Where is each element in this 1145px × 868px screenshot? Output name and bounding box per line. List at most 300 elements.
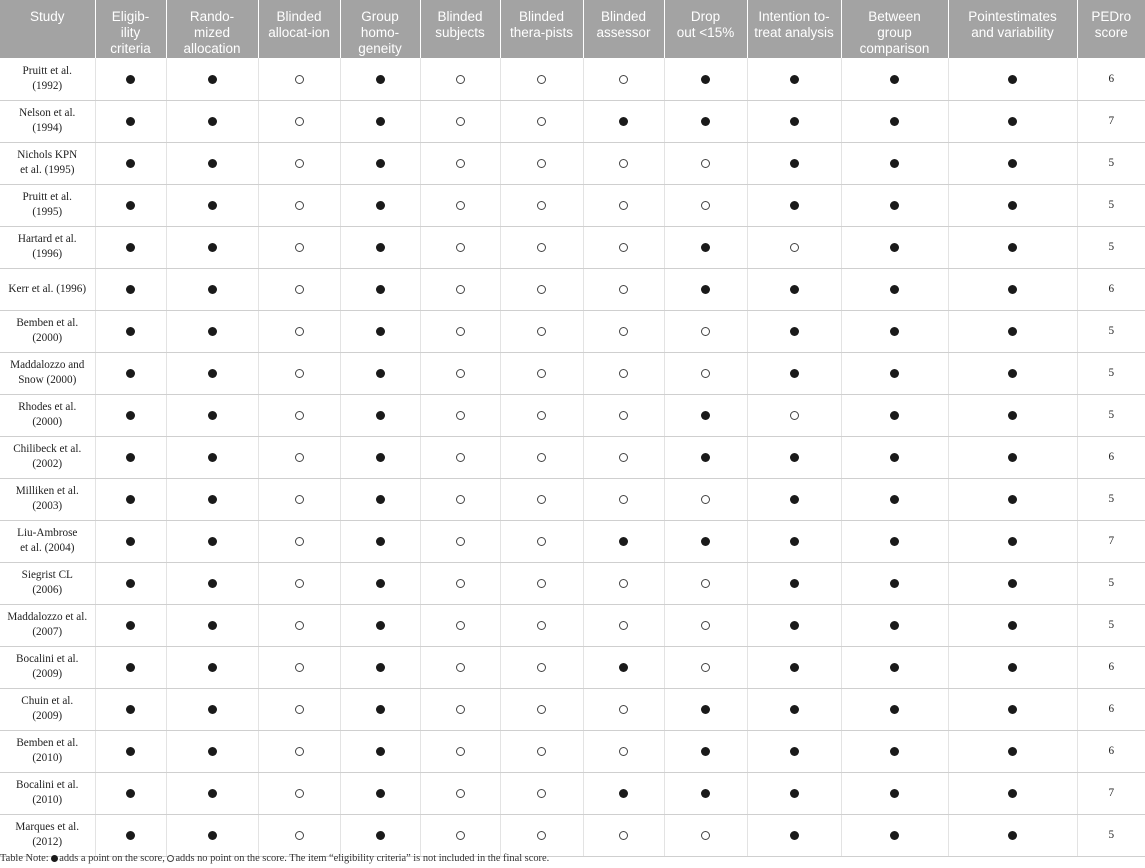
criterion-cell bbox=[95, 730, 166, 772]
criterion-cell bbox=[95, 646, 166, 688]
criterion-cell bbox=[420, 100, 500, 142]
empty-circle-icon bbox=[295, 285, 304, 294]
criterion-cell bbox=[95, 310, 166, 352]
criterion-cell bbox=[340, 58, 420, 100]
criterion-cell bbox=[258, 58, 340, 100]
filled-circle-icon bbox=[790, 285, 799, 294]
filled-circle-icon bbox=[126, 831, 135, 840]
study-cell: Nelson et al. (1994) bbox=[0, 100, 95, 142]
filled-circle-icon bbox=[890, 159, 899, 168]
criterion-cell bbox=[747, 478, 841, 520]
study-cell: Milliken et al. (2003) bbox=[0, 478, 95, 520]
filled-circle-icon bbox=[376, 705, 385, 714]
criterion-cell bbox=[500, 772, 583, 814]
filled-circle-icon bbox=[376, 537, 385, 546]
criterion-cell bbox=[166, 562, 258, 604]
study-cell: Bocalini et al. (2010) bbox=[0, 772, 95, 814]
criterion-cell bbox=[664, 100, 747, 142]
study-cell: Siegrist CL (2006) bbox=[0, 562, 95, 604]
criterion-cell bbox=[747, 184, 841, 226]
criterion-cell bbox=[747, 604, 841, 646]
empty-circle-icon bbox=[537, 789, 546, 798]
criterion-cell bbox=[841, 436, 948, 478]
criterion-cell bbox=[583, 268, 664, 310]
column-header: Between group comparison bbox=[841, 0, 948, 58]
study-cell: Maddalozzo et al. (2007) bbox=[0, 604, 95, 646]
filled-circle-icon bbox=[1008, 75, 1017, 84]
criterion-cell bbox=[340, 184, 420, 226]
empty-circle-icon bbox=[456, 537, 465, 546]
empty-circle-icon bbox=[537, 831, 546, 840]
empty-circle-icon bbox=[456, 705, 465, 714]
criterion-cell bbox=[258, 478, 340, 520]
criterion-cell bbox=[258, 436, 340, 478]
criterion-cell bbox=[500, 436, 583, 478]
criterion-cell bbox=[166, 226, 258, 268]
table-row bbox=[0, 814, 1145, 856]
criterion-cell bbox=[166, 688, 258, 730]
filled-circle-icon bbox=[1008, 621, 1017, 630]
filled-circle-icon bbox=[790, 705, 799, 714]
filled-circle-icon bbox=[1008, 831, 1017, 840]
criterion-cell bbox=[664, 310, 747, 352]
empty-circle-icon bbox=[537, 453, 546, 462]
filled-circle-icon bbox=[1008, 243, 1017, 252]
filled-circle-icon bbox=[890, 117, 899, 126]
filled-circle-icon bbox=[790, 789, 799, 798]
criterion-cell bbox=[664, 688, 747, 730]
filled-circle-icon bbox=[790, 663, 799, 672]
criterion-cell bbox=[500, 100, 583, 142]
empty-circle-icon bbox=[456, 201, 465, 210]
criterion-cell bbox=[258, 646, 340, 688]
criterion-cell bbox=[420, 184, 500, 226]
column-header: Study bbox=[0, 0, 95, 58]
criterion-cell bbox=[420, 478, 500, 520]
filled-circle-icon bbox=[890, 747, 899, 756]
study-cell: Nichols KPN et al. (1995) bbox=[0, 142, 95, 184]
filled-circle-icon bbox=[126, 579, 135, 588]
filled-circle-icon bbox=[790, 831, 799, 840]
criterion-cell bbox=[166, 814, 258, 856]
filled-circle-icon bbox=[890, 327, 899, 336]
filled-circle-icon bbox=[1008, 537, 1017, 546]
filled-circle-icon bbox=[890, 369, 899, 378]
criterion-cell bbox=[747, 772, 841, 814]
criterion-cell bbox=[841, 58, 948, 100]
filled-circle-icon bbox=[126, 243, 135, 252]
empty-circle-icon bbox=[456, 285, 465, 294]
criterion-cell bbox=[948, 58, 1077, 100]
filled-circle-icon bbox=[376, 243, 385, 252]
filled-circle-icon bbox=[126, 495, 135, 504]
criterion-cell bbox=[258, 394, 340, 436]
criterion-cell bbox=[500, 688, 583, 730]
empty-circle-icon bbox=[456, 621, 465, 630]
filled-circle-icon bbox=[1008, 495, 1017, 504]
filled-circle-icon bbox=[619, 789, 628, 798]
criterion-cell bbox=[500, 310, 583, 352]
criterion-cell bbox=[664, 436, 747, 478]
filled-circle-icon bbox=[790, 537, 799, 546]
filled-circle-icon bbox=[376, 411, 385, 420]
filled-circle-icon bbox=[376, 369, 385, 378]
study-cell: Chilibeck et al. (2002) bbox=[0, 436, 95, 478]
empty-circle-icon bbox=[537, 411, 546, 420]
filled-circle-icon bbox=[790, 747, 799, 756]
criterion-cell bbox=[95, 604, 166, 646]
filled-circle-icon bbox=[1008, 453, 1017, 462]
criterion-cell bbox=[841, 604, 948, 646]
empty-circle-icon bbox=[295, 243, 304, 252]
filled-circle-icon bbox=[126, 327, 135, 336]
criterion-cell bbox=[948, 520, 1077, 562]
criterion-cell bbox=[583, 646, 664, 688]
empty-circle-icon bbox=[619, 243, 628, 252]
criterion-cell bbox=[166, 142, 258, 184]
filled-circle-icon bbox=[701, 747, 710, 756]
filled-circle-icon bbox=[208, 201, 217, 210]
criterion-cell bbox=[166, 520, 258, 562]
column-header: Blinded thera-pists bbox=[500, 0, 583, 58]
criterion-cell bbox=[583, 730, 664, 772]
criterion-cell bbox=[166, 394, 258, 436]
criterion-cell bbox=[340, 520, 420, 562]
criterion-cell bbox=[420, 436, 500, 478]
filled-circle-icon bbox=[1008, 159, 1017, 168]
criterion-cell bbox=[340, 310, 420, 352]
criterion-cell bbox=[664, 604, 747, 646]
criterion-cell bbox=[841, 772, 948, 814]
filled-circle-icon bbox=[376, 579, 385, 588]
criterion-cell bbox=[583, 142, 664, 184]
criterion-cell bbox=[948, 268, 1077, 310]
criterion-cell bbox=[948, 688, 1077, 730]
filled-circle-icon bbox=[890, 75, 899, 84]
criterion-cell bbox=[420, 268, 500, 310]
column-header: Eligib- ility criteria bbox=[95, 0, 166, 58]
empty-circle-icon bbox=[295, 75, 304, 84]
table-row bbox=[0, 604, 1145, 646]
table-header-row bbox=[0, 0, 1145, 58]
criterion-cell bbox=[166, 100, 258, 142]
criterion-cell bbox=[664, 352, 747, 394]
column-header: Group homo- geneity bbox=[340, 0, 420, 58]
criterion-cell bbox=[95, 58, 166, 100]
table-row bbox=[0, 226, 1145, 268]
filled-circle-icon bbox=[619, 537, 628, 546]
criterion-cell bbox=[948, 436, 1077, 478]
pedro-score-cell: 6 bbox=[1077, 730, 1145, 772]
empty-circle-icon bbox=[295, 831, 304, 840]
criterion-cell bbox=[747, 520, 841, 562]
criterion-cell bbox=[340, 604, 420, 646]
filled-circle-icon bbox=[890, 495, 899, 504]
criterion-cell bbox=[500, 520, 583, 562]
column-header: Blinded assessor bbox=[583, 0, 664, 58]
filled-circle-icon bbox=[126, 453, 135, 462]
filled-circle-icon bbox=[1008, 411, 1017, 420]
empty-circle-icon bbox=[619, 75, 628, 84]
pedro-score-cell: 6 bbox=[1077, 688, 1145, 730]
table-row bbox=[0, 142, 1145, 184]
criterion-cell bbox=[747, 268, 841, 310]
criterion-cell bbox=[841, 352, 948, 394]
filled-circle-icon bbox=[208, 411, 217, 420]
criterion-cell bbox=[583, 562, 664, 604]
criterion-cell bbox=[841, 730, 948, 772]
empty-circle-icon bbox=[537, 663, 546, 672]
pedro-score-cell: 7 bbox=[1077, 100, 1145, 142]
criterion-cell bbox=[664, 268, 747, 310]
table-row bbox=[0, 394, 1145, 436]
criterion-cell bbox=[340, 478, 420, 520]
filled-circle-icon bbox=[1008, 117, 1017, 126]
empty-circle-icon bbox=[456, 579, 465, 588]
criterion-cell bbox=[948, 730, 1077, 772]
criterion-cell bbox=[500, 604, 583, 646]
filled-circle-icon bbox=[126, 747, 135, 756]
study-cell: Marques et al. (2012) bbox=[0, 814, 95, 856]
filled-circle-icon bbox=[126, 369, 135, 378]
study-cell: Kerr et al. (1996) bbox=[0, 268, 95, 310]
empty-circle-icon bbox=[537, 117, 546, 126]
filled-circle-icon bbox=[208, 453, 217, 462]
empty-circle-icon bbox=[456, 411, 465, 420]
criterion-cell bbox=[583, 520, 664, 562]
criterion-cell bbox=[166, 478, 258, 520]
filled-circle-icon bbox=[790, 453, 799, 462]
table-note bbox=[0, 853, 549, 864]
criterion-cell bbox=[583, 226, 664, 268]
criterion-cell bbox=[420, 814, 500, 856]
table-row bbox=[0, 646, 1145, 688]
empty-circle-icon bbox=[537, 579, 546, 588]
criterion-cell bbox=[583, 100, 664, 142]
table-row bbox=[0, 100, 1145, 142]
empty-circle-icon bbox=[295, 747, 304, 756]
filled-circle-icon bbox=[890, 537, 899, 546]
pedro-score-cell: 6 bbox=[1077, 268, 1145, 310]
criterion-cell bbox=[340, 100, 420, 142]
filled-circle-icon bbox=[376, 453, 385, 462]
empty-circle-icon bbox=[537, 285, 546, 294]
criterion-cell bbox=[948, 814, 1077, 856]
empty-circle-icon bbox=[619, 831, 628, 840]
empty-circle-icon bbox=[790, 411, 799, 420]
filled-circle-icon bbox=[1008, 285, 1017, 294]
filled-circle-icon bbox=[126, 663, 135, 672]
criterion-cell bbox=[583, 58, 664, 100]
criterion-cell bbox=[841, 100, 948, 142]
criterion-cell bbox=[95, 268, 166, 310]
criterion-cell bbox=[420, 142, 500, 184]
empty-circle-icon bbox=[619, 369, 628, 378]
study-cell: Chuin et al. (2009) bbox=[0, 688, 95, 730]
criterion-cell bbox=[95, 436, 166, 478]
filled-circle-icon bbox=[376, 201, 385, 210]
study-cell: Liu-Ambrose et al. (2004) bbox=[0, 520, 95, 562]
empty-circle-icon bbox=[295, 117, 304, 126]
empty-circle-icon bbox=[790, 243, 799, 252]
criterion-cell bbox=[664, 562, 747, 604]
criterion-cell bbox=[747, 436, 841, 478]
criterion-cell bbox=[258, 562, 340, 604]
filled-circle-icon bbox=[790, 201, 799, 210]
filled-circle-icon bbox=[126, 621, 135, 630]
criterion-cell bbox=[420, 520, 500, 562]
criterion-cell bbox=[747, 730, 841, 772]
criterion-cell bbox=[95, 352, 166, 394]
empty-circle-icon bbox=[295, 411, 304, 420]
filled-circle-icon bbox=[790, 117, 799, 126]
filled-circle-icon bbox=[376, 285, 385, 294]
filled-circle-icon bbox=[208, 789, 217, 798]
empty-circle-icon bbox=[295, 789, 304, 798]
filled-circle-icon bbox=[208, 831, 217, 840]
filled-circle-icon bbox=[890, 579, 899, 588]
criterion-cell bbox=[500, 142, 583, 184]
filled-circle-icon bbox=[126, 75, 135, 84]
criterion-cell bbox=[420, 394, 500, 436]
criterion-cell bbox=[747, 394, 841, 436]
filled-circle-icon bbox=[1008, 747, 1017, 756]
criterion-cell bbox=[664, 772, 747, 814]
filled-circle-icon bbox=[701, 75, 710, 84]
empty-circle-icon bbox=[537, 243, 546, 252]
filled-circle-icon bbox=[890, 663, 899, 672]
criterion-cell bbox=[747, 142, 841, 184]
criterion-cell bbox=[500, 562, 583, 604]
filled-circle-icon bbox=[1008, 369, 1017, 378]
pedro-score-cell: 7 bbox=[1077, 772, 1145, 814]
empty-circle-icon bbox=[537, 705, 546, 714]
criterion-cell bbox=[258, 352, 340, 394]
criterion-cell bbox=[664, 184, 747, 226]
filled-circle-icon bbox=[790, 75, 799, 84]
filled-circle-icon bbox=[890, 243, 899, 252]
empty-circle-icon bbox=[456, 117, 465, 126]
criterion-cell bbox=[500, 352, 583, 394]
filled-circle-icon bbox=[376, 495, 385, 504]
criterion-cell bbox=[340, 226, 420, 268]
filled-circle-icon bbox=[126, 285, 135, 294]
filled-circle-icon bbox=[701, 411, 710, 420]
table-row bbox=[0, 562, 1145, 604]
criterion-cell bbox=[258, 730, 340, 772]
pedro-score-cell: 5 bbox=[1077, 562, 1145, 604]
filled-circle-icon bbox=[890, 201, 899, 210]
filled-circle-icon bbox=[208, 705, 217, 714]
filled-circle-icon bbox=[701, 243, 710, 252]
filled-circle-icon bbox=[890, 285, 899, 294]
pedro-score-cell: 6 bbox=[1077, 646, 1145, 688]
criterion-cell bbox=[841, 646, 948, 688]
filled-circle-icon bbox=[208, 327, 217, 336]
criterion-cell bbox=[420, 310, 500, 352]
criterion-cell bbox=[166, 352, 258, 394]
pedro-score-cell: 5 bbox=[1077, 394, 1145, 436]
filled-circle-icon bbox=[376, 327, 385, 336]
criterion-cell bbox=[166, 310, 258, 352]
criterion-cell bbox=[664, 478, 747, 520]
filled-circle-icon bbox=[790, 495, 799, 504]
column-header: PEDro score bbox=[1077, 0, 1145, 58]
criterion-cell bbox=[664, 814, 747, 856]
column-header: Blinded subjects bbox=[420, 0, 500, 58]
criterion-cell bbox=[948, 226, 1077, 268]
filled-circle-icon bbox=[790, 159, 799, 168]
empty-circle-icon bbox=[619, 747, 628, 756]
filled-circle-icon bbox=[376, 831, 385, 840]
empty-circle-icon bbox=[295, 537, 304, 546]
empty-circle-icon bbox=[537, 327, 546, 336]
filled-circle-icon bbox=[126, 537, 135, 546]
filled-circle-icon bbox=[790, 621, 799, 630]
criterion-cell bbox=[500, 814, 583, 856]
criterion-cell bbox=[95, 814, 166, 856]
empty-circle-icon bbox=[295, 327, 304, 336]
criterion-cell bbox=[948, 310, 1077, 352]
filled-circle-icon bbox=[701, 537, 710, 546]
criterion-cell bbox=[166, 436, 258, 478]
criterion-cell bbox=[841, 520, 948, 562]
pedro-score-cell: 5 bbox=[1077, 310, 1145, 352]
criterion-cell bbox=[340, 352, 420, 394]
filled-circle-icon bbox=[376, 789, 385, 798]
empty-circle-icon bbox=[456, 159, 465, 168]
filled-circle-icon bbox=[1008, 579, 1017, 588]
criterion-cell bbox=[500, 58, 583, 100]
table-row bbox=[0, 352, 1145, 394]
empty-circle-icon bbox=[295, 579, 304, 588]
criterion-cell bbox=[258, 226, 340, 268]
table-note-prefix: Table Note: bbox=[0, 853, 52, 864]
criterion-cell bbox=[340, 688, 420, 730]
empty-circle-icon bbox=[295, 453, 304, 462]
empty-circle-icon bbox=[619, 201, 628, 210]
filled-circle-icon bbox=[1008, 789, 1017, 798]
criterion-cell bbox=[95, 520, 166, 562]
criterion-cell bbox=[583, 394, 664, 436]
pedro-score-cell: 5 bbox=[1077, 604, 1145, 646]
criterion-cell bbox=[747, 352, 841, 394]
criterion-cell bbox=[258, 688, 340, 730]
column-header: Blinded allocat-ion bbox=[258, 0, 340, 58]
empty-circle-icon bbox=[456, 75, 465, 84]
criterion-cell bbox=[948, 352, 1077, 394]
table-row bbox=[0, 184, 1145, 226]
pedro-score-cell: 7 bbox=[1077, 520, 1145, 562]
criterion-cell bbox=[500, 184, 583, 226]
criterion-cell bbox=[166, 268, 258, 310]
filled-circle-icon bbox=[701, 453, 710, 462]
empty-circle-icon bbox=[456, 747, 465, 756]
criterion-cell bbox=[166, 772, 258, 814]
filled-circle-icon bbox=[1008, 327, 1017, 336]
filled-circle-icon bbox=[1008, 705, 1017, 714]
study-cell: Hartard et al. (1996) bbox=[0, 226, 95, 268]
empty-circle-icon bbox=[537, 495, 546, 504]
criterion-cell bbox=[95, 184, 166, 226]
empty-circle-icon bbox=[619, 579, 628, 588]
empty-circle-icon bbox=[537, 537, 546, 546]
empty-circle-icon bbox=[701, 327, 710, 336]
pedro-score-cell: 5 bbox=[1077, 226, 1145, 268]
criterion-cell bbox=[166, 604, 258, 646]
criterion-cell bbox=[841, 562, 948, 604]
filled-circle-icon bbox=[890, 789, 899, 798]
